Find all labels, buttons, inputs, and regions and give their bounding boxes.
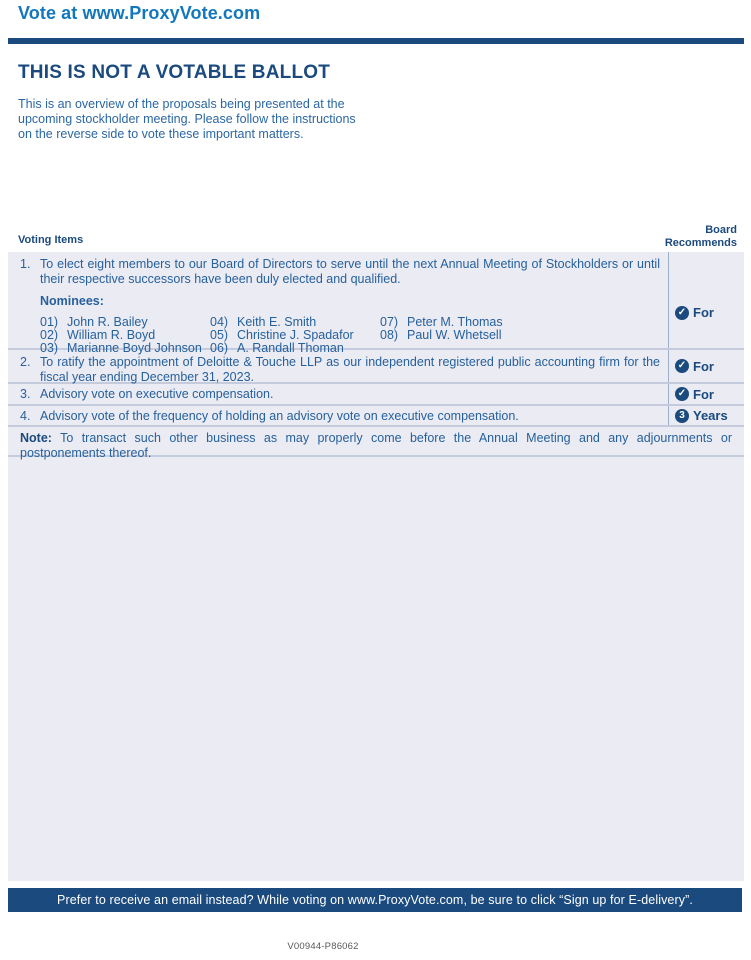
nominee-name: Marianne Boyd Johnson [67, 341, 202, 356]
nominee-number: 02) [40, 328, 59, 342]
item-body [40, 257, 660, 356]
nominee [210, 329, 380, 342]
nominee-number: 06) [210, 341, 229, 356]
nominee-name: Christine J. Spadafor [237, 328, 354, 342]
voting-items-table [8, 252, 744, 881]
nominee-name: A. Randall Thoman [237, 341, 344, 356]
item-number: 4. [20, 409, 31, 423]
recommendation-label: For [693, 305, 714, 320]
nominee-number: 03) [40, 341, 59, 356]
table-empty-area [8, 457, 744, 881]
voting-item-3-text: Advisory vote on executive compensation. [40, 387, 274, 401]
note-label: Note: [20, 431, 52, 445]
check-circle-icon: ✓ [675, 387, 689, 401]
voting-item-1-text-cell [8, 252, 668, 356]
edelivery-banner [8, 888, 742, 912]
recommendation-chip [675, 387, 714, 402]
nominee [40, 316, 210, 329]
board-recommends-line1: Board [705, 224, 737, 236]
vote-url-heading: Vote at www.ProxyVote.com [18, 3, 261, 23]
note-row [8, 427, 744, 461]
page-title: THIS IS NOT A VOTABLE BALLOT [18, 62, 331, 83]
nominee-number: 04) [210, 314, 229, 329]
nominees-label: Nominees: [40, 293, 104, 308]
nominee-name: Paul W. Whetsell [407, 328, 502, 342]
voting-item-2-text: To ratify the appointment of Deloitte & Touche LLP as our independent registered public accounting firm for the fiscal year ending December 31, 2023. [40, 355, 660, 385]
nominee [40, 329, 210, 342]
check-circle-icon: ✓ [675, 306, 689, 320]
voting-item-row-3 [8, 384, 744, 406]
nominee [380, 329, 503, 342]
item-number: 1. [20, 257, 31, 271]
item-number: 3. [20, 387, 31, 401]
document-control-code: V00944-P86062 [287, 941, 359, 952]
recommendation-label: Years [693, 408, 728, 423]
recommendation-cell-2 [668, 350, 744, 382]
voting-item-row-2 [8, 350, 744, 384]
voting-item-4-text: Advisory vote of the frequency of holding an advisory vote on executive compensation. [40, 409, 519, 423]
item-number: 2. [20, 355, 31, 369]
recommendation-label: For [693, 386, 714, 402]
nominee-number: 05) [210, 328, 229, 342]
edelivery-banner-text: Prefer to receive an email instead? While voting on www.ProxyVote.com, be sure to click “Sign up for E-delivery”. [57, 893, 693, 907]
recommendation-cell-3 [668, 384, 744, 404]
nominee-name: Keith E. Smith [237, 314, 317, 329]
nominee-number: 08) [380, 328, 399, 342]
voting-item-row-1 [8, 252, 744, 356]
intro-paragraph: This is an overview of the proposals being presented at the upcoming stockholder meeting. Please follow the instructions on the reverse side to vote these important matters. [18, 97, 356, 141]
voting-item-3-text-cell [8, 384, 668, 404]
board-recommends-line2: Recommends [664, 236, 737, 249]
check-circle-icon: ✓ [675, 359, 689, 373]
recommendation-chip [675, 305, 714, 320]
voting-item-4-text-cell [8, 406, 668, 425]
nominee-name: Peter M. Thomas [407, 314, 503, 329]
voting-item-2-text-cell [8, 350, 668, 385]
nominee-number: 07) [380, 314, 399, 329]
recommendation-cell-4 [668, 406, 744, 425]
header-divider-rule [8, 38, 744, 44]
voting-item-row-4 [8, 406, 744, 427]
nominee-number: 01) [40, 314, 59, 329]
nominee [380, 316, 503, 329]
recommendation-chip [675, 408, 728, 423]
note-text: To transact such other business as may properly come before the Annual Meeting and any adjournments or postponements thereof. [20, 431, 732, 461]
nominee-name: John R. Bailey [67, 314, 148, 329]
recommendation-chip [675, 359, 714, 374]
number-3-circle-icon: 3 [675, 409, 689, 423]
nominee-name: William R. Boyd [67, 328, 156, 342]
board-recommends-column-header [665, 224, 737, 249]
recommendation-label: For [693, 358, 714, 374]
nominee [210, 316, 380, 329]
recommendation-cell-1 [668, 252, 744, 348]
voting-item-1-text: To elect eight members to our Board of Directors to serve until the next Annual Meeting of Stockholders or until their respective successors have been duly elected and qualified. [40, 257, 660, 287]
voting-items-column-header: Voting Items [18, 234, 84, 246]
